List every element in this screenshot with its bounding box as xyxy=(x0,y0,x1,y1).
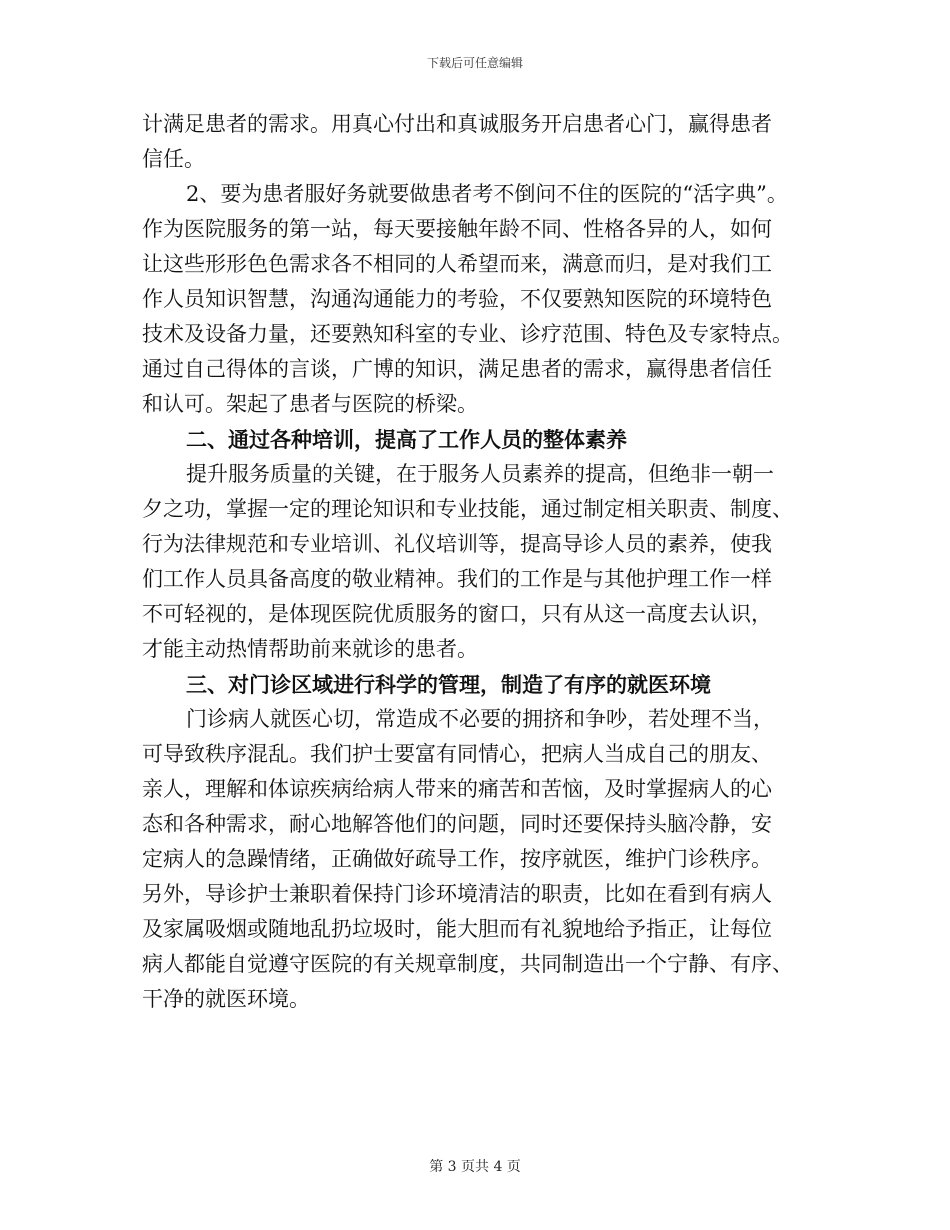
text-line: 们工作人员具备高度的敬业精神。我们的工作是与其他护理工作一样 xyxy=(142,567,772,591)
text-line: 信任。 xyxy=(142,147,205,171)
page-header: 下载后可任意编辑 xyxy=(426,56,523,70)
text-line: 夕之功，掌握一定的理论知识和专业技能，通过制定相关职责、制度、 xyxy=(142,497,793,521)
heading-text: 二、通过各种培训，提高了工作人员的整体素养 xyxy=(186,427,627,452)
text-line: 通过自己得体的言谈，广博的知识，满足患者的需求，赢得患者信任 xyxy=(142,357,772,381)
document-body xyxy=(142,107,832,1017)
paragraph xyxy=(142,457,832,667)
text-line: 门诊病人就医心切，常造成不必要的拥挤和争吵，若处理不当， xyxy=(186,707,774,731)
text-line: 2、要为患者服好务就要做患者考不倒问不住的医院的“活字典”。 xyxy=(186,182,788,206)
text-line: 另外，导诊护士兼职着保持门诊环境清洁的职责，比如在看到有病人 xyxy=(142,882,772,906)
text-line: 作人员知识智慧，沟通沟通能力的考验，不仅要熟知医院的环境特色 xyxy=(142,287,772,311)
text-line: 不可轻视的，是体现医院优质服务的窗口，只有从这一高度去认识， xyxy=(142,602,772,626)
paragraph xyxy=(142,107,832,177)
heading-text: 三、对门诊区域进行科学的管理，制造了有序的就医环境 xyxy=(186,672,711,697)
text-line: 让这些形形色色需求各不相同的人希望而来，满意而归，是对我们工 xyxy=(142,252,772,276)
text-line: 才能主动热情帮助前来就诊的患者。 xyxy=(142,637,478,661)
section-heading xyxy=(142,422,832,457)
text-line: 定病人的急躁情绪，正确做好疏导工作，按序就医，维护门诊秩序。 xyxy=(142,847,772,871)
paragraph xyxy=(142,702,832,1017)
page-footer: 第 3 页共 4 页 xyxy=(429,1159,521,1175)
text-line: 作为医院服务的第一站，每天要接触年龄不同、性格各异的人，如何 xyxy=(142,217,772,241)
text-line: 干净的就医环境。 xyxy=(142,987,310,1011)
text-line: 可导致秩序混乱。我们护士要富有同情心，把病人当成自己的朋友、 xyxy=(142,742,772,766)
text-line: 技术及设备力量，还要熟知科室的专业、诊疗范围、特色及专家特点。 xyxy=(142,322,793,346)
text-line: 亲人，理解和体谅疾病给病人带来的痛苦和苦恼，及时掌握病人的心 xyxy=(142,777,772,801)
text-line: 行为法律规范和专业培训、礼仪培训等，提高导诊人员的素养，使我 xyxy=(142,532,772,556)
text-line: 病人都能自觉遵守医院的有关规章制度，共同制造出一个宁静、有序、 xyxy=(142,952,793,976)
text-line: 态和各种需求，耐心地解答他们的问题，同时还要保持头脑冷静，安 xyxy=(142,812,772,836)
text-line: 计满足患者的需求。用真心付出和真诚服务开启患者心门，赢得患者 xyxy=(142,112,772,136)
section-heading xyxy=(142,667,832,702)
text-line: 提升服务质量的关键，在于服务人员素养的提高，但绝非一朝一 xyxy=(186,462,774,486)
text-line: 和认可。架起了患者与医院的桥梁。 xyxy=(142,392,478,416)
paragraph xyxy=(142,177,832,422)
text-line: 及家属吸烟或随地乱扔垃圾时，能大胆而有礼貌地给予指正，让每位 xyxy=(142,917,772,941)
